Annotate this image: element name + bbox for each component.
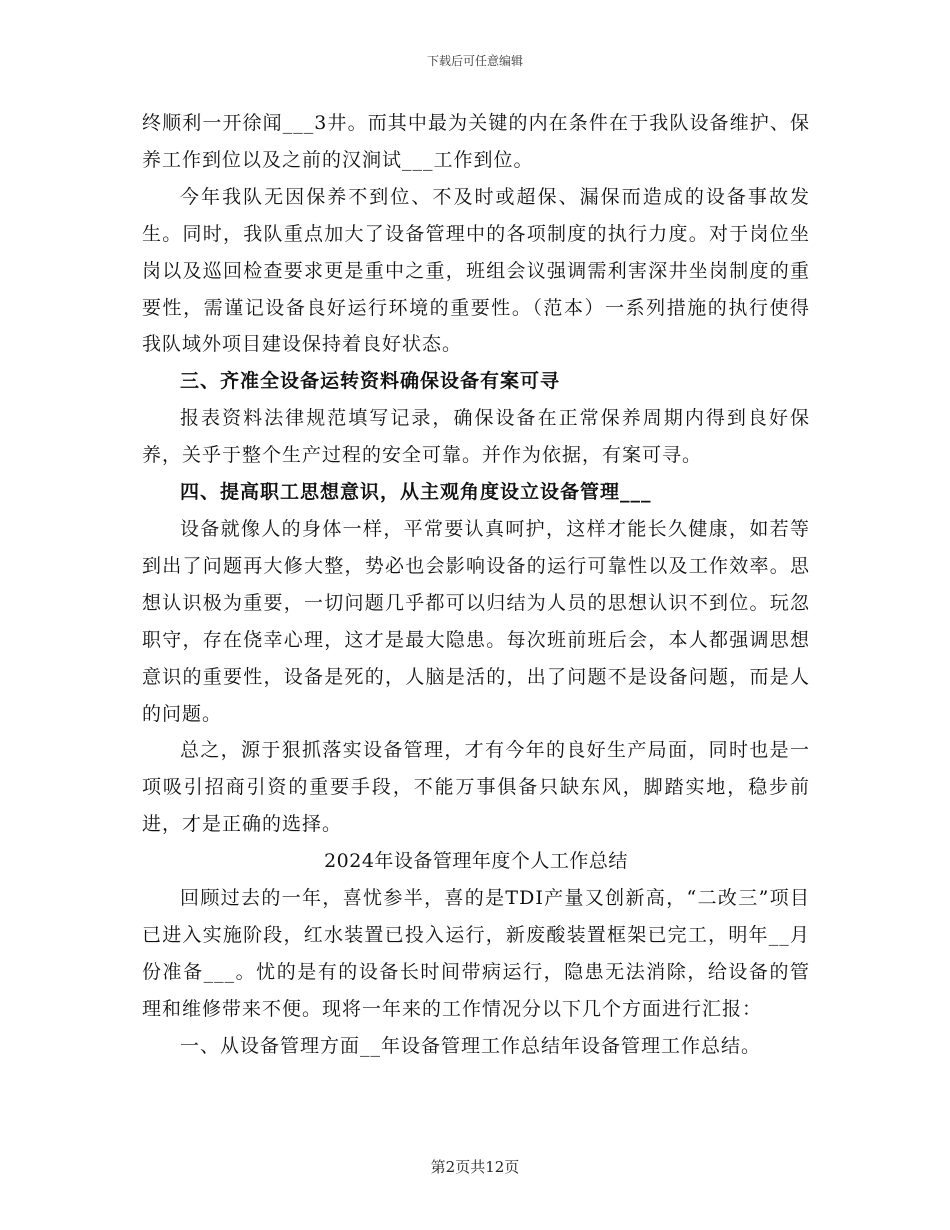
page-number: 第2页共12页 bbox=[430, 1158, 520, 1176]
paragraph-review: 回顾过去的一年，喜忧参半，喜的是TDI产量又创新高，“二改三”项目已进入实施阶段，红水装置已投入运行，新废酸装置框架已完工，明年__月份准备___。忧的是有的设备长时间带病运行，隐患无法消除，给设备的管理和维修带来不便。现将一年来的工作情况分以下几个方面进行汇报： bbox=[142, 887, 810, 1020]
section-heading-three: 三、齐准全设备运转资料确保设备有案可寻 bbox=[180, 370, 561, 393]
section-heading-four: 四、提高职工思想意识，从主观角度设立设备管理___ bbox=[180, 481, 652, 504]
paragraph-conclusion: 总之，源于狠抓落实设备管理，才有今年的良好生产局面，同时也是一项吸引招商引资的重要手段，不能万事俱备只缺东风，脚踏实地，稳步前进，才是正确的选择。 bbox=[142, 739, 810, 836]
paragraph-awareness: 设备就像人的身体一样，平常要认真呵护，这样才能长久健康，如若等到出了问题再大修大整，势必也会影响设备的运行可靠性以及工作效率。思想认识极为重要，一切问题几乎都可以归结为人员的思想认识不到位。玩忽职守，存在侥幸心理，这才是最大隐患。每次班前班后会，本人都强调思想意识的重要性，设备是死的，人脑是活的，出了问题不是设备问题，而是人的问题。 bbox=[142, 517, 810, 725]
page-header: 下载后可任意编辑 bbox=[426, 54, 523, 68]
paragraph-records: 报表资料法律规范填写记录，确保设备在正常保养周期内得到良好保养，关乎于整个生产过程的安全可靠。并作为依据，有案可寻。 bbox=[142, 407, 810, 467]
paragraph-maintenance-result: 今年我队无因保养不到位、不及时或超保、漏保而造成的设备事故发生。同时，我队重点加大了设备管理中的各项制度的执行力度。对于岗位坐岗以及巡回检查要求更是重中之重，班组会议强调需利害深井坐岗制度的重要性，需谨记设备良好运行环境的重要性。（范本）一系列措施的执行使得我队域外项目建设保持着良好状态。 bbox=[142, 185, 810, 356]
paragraph-continuation: 终顺利一开徐闻___3井。而其中最为关键的内在条件在于我队设备维护、保养工作到位以及之前的汉涧试___工作到位。 bbox=[142, 112, 810, 171]
document-body bbox=[142, 105, 810, 1065]
paragraph-section-one: 一、从设备管理方面__年设备管理工作总结年设备管理工作总结。 bbox=[180, 1034, 762, 1057]
document-title: 2024年设备管理年度个人工作总结 bbox=[324, 850, 628, 873]
